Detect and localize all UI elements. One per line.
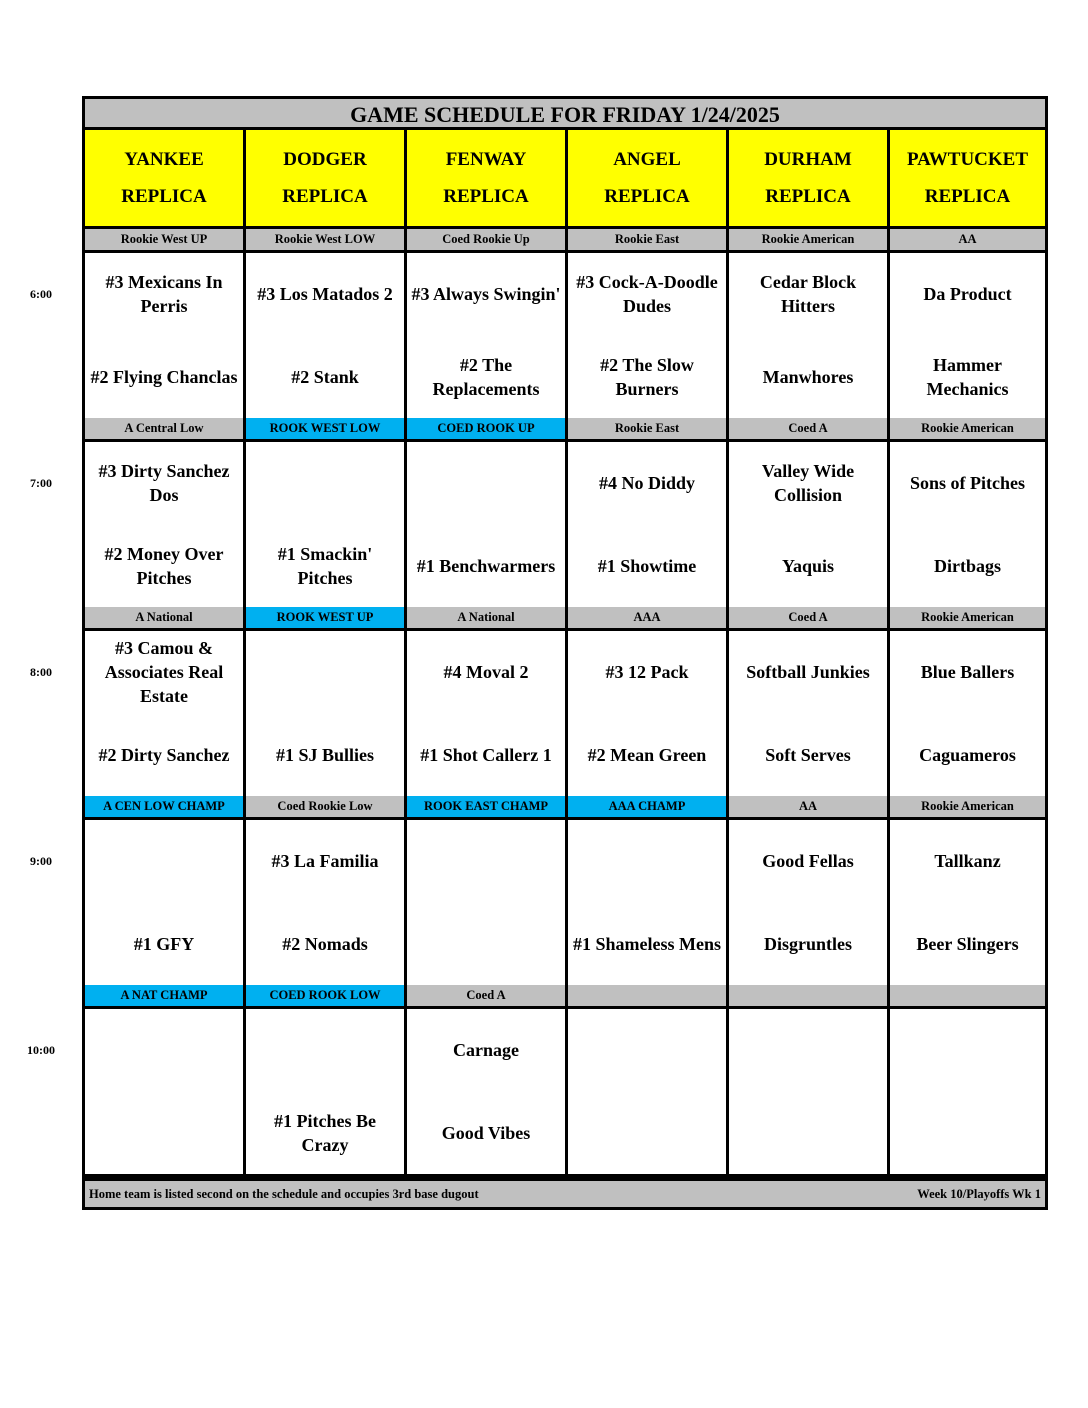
division-label: Rookie East	[568, 229, 729, 250]
division-label: COED ROOK UP	[407, 418, 568, 439]
away-team: #3 12 Pack	[605, 662, 689, 682]
venue-subtitle: REPLICA	[121, 186, 207, 207]
home-team: Manwhores	[762, 367, 854, 387]
game-cell	[890, 820, 1045, 985]
game-cell	[729, 631, 890, 796]
home-team	[890, 1092, 1045, 1174]
home-team: #1 Smackin' Pitches	[277, 544, 373, 588]
venue-name: DODGER	[283, 149, 367, 170]
venue-name: DURHAM	[764, 149, 852, 170]
home-team: #2 Money Over Pitches	[104, 544, 224, 588]
game-cell	[407, 442, 568, 607]
division-label: ROOK EAST CHAMP	[407, 796, 568, 817]
game-cell	[246, 820, 407, 985]
time-label: 6:00	[30, 287, 52, 301]
time-column	[0, 0, 82, 1408]
away-team	[568, 820, 726, 902]
time-label: 7:00	[30, 476, 52, 490]
game-cell	[568, 631, 729, 796]
home-team: #2 Flying Chanclas	[90, 367, 238, 387]
division-label	[729, 985, 890, 1006]
away-team	[85, 1009, 243, 1091]
division-label: Rookie East	[568, 418, 729, 439]
venue-header	[246, 130, 407, 226]
division-label: Coed A	[729, 607, 890, 628]
game-cell	[407, 631, 568, 796]
footer-week: Week 10/Playoffs Wk 1	[917, 1186, 1041, 1201]
away-team: #4 No Diddy	[598, 473, 696, 493]
away-team	[407, 442, 565, 524]
away-team: Cedar Block Hitters	[759, 272, 857, 316]
home-team: Good Vibes	[441, 1123, 531, 1143]
game-cell	[85, 1009, 246, 1174]
division-row	[85, 796, 1045, 820]
game-row	[85, 631, 1045, 799]
game-cell	[568, 1009, 729, 1174]
away-team	[246, 1009, 404, 1091]
venue-subtitle: REPLICA	[443, 186, 529, 207]
home-team: #1 Pitches Be Crazy	[274, 1111, 376, 1155]
game-cell	[407, 1009, 568, 1174]
schedule-table	[82, 96, 1048, 1210]
division-label: AA	[729, 796, 890, 817]
away-team: Good Fellas	[762, 851, 854, 871]
venue-subtitle: REPLICA	[765, 186, 851, 207]
game-cell	[890, 253, 1045, 418]
home-team: #1 Shot Callerz 1	[420, 745, 552, 765]
away-team: Tallkanz	[934, 851, 1001, 871]
game-cell	[729, 442, 890, 607]
away-team: #3 La Familia	[271, 851, 379, 871]
home-team: Hammer Mechanics	[926, 355, 1009, 399]
division-label: AA	[890, 229, 1045, 250]
venue-header	[890, 130, 1045, 226]
game-cell	[246, 1009, 407, 1174]
division-label: Rookie West LOW	[246, 229, 407, 250]
home-team: #2 The Replacements	[432, 355, 540, 399]
division-label: ROOK WEST UP	[246, 607, 407, 628]
away-team	[246, 442, 404, 524]
division-label: Rookie American	[890, 796, 1045, 817]
venue-header	[407, 130, 568, 226]
venue-header	[729, 130, 890, 226]
away-team: #3 Camou & Associates Real Estate	[104, 638, 224, 706]
game-cell	[246, 442, 407, 607]
home-team: #1 Shameless Mens	[573, 934, 721, 954]
division-row	[85, 607, 1045, 631]
away-team: #4 Moval 2	[443, 662, 529, 682]
home-team: #1 Showtime	[597, 556, 697, 576]
away-team	[890, 1009, 1045, 1091]
game-cell	[568, 442, 729, 607]
home-team: Soft Serves	[765, 745, 851, 765]
venue-subtitle: REPLICA	[604, 186, 690, 207]
schedule-footer	[85, 1178, 1045, 1207]
division-label: A NAT CHAMP	[85, 985, 246, 1006]
home-team	[568, 1092, 726, 1174]
venue-name: ANGEL	[613, 149, 681, 170]
game-cell	[407, 253, 568, 418]
division-label: Rookie American	[729, 229, 890, 250]
home-team: #2 Nomads	[282, 934, 368, 954]
division-label: AAA CHAMP	[568, 796, 729, 817]
venue-header	[568, 130, 729, 226]
away-team: #3 Cock-A-Doodle Dudes	[576, 272, 718, 316]
division-label: Coed A	[407, 985, 568, 1006]
home-team: Disgruntles	[763, 934, 852, 954]
footer-note: Home team is listed second on the schedule and occupies 3rd base dugout	[89, 1186, 479, 1201]
game-cell	[407, 820, 568, 985]
home-team: Yaquis	[781, 556, 835, 576]
venue-subtitle: REPLICA	[282, 186, 368, 207]
division-label: COED ROOK LOW	[246, 985, 407, 1006]
schedule-title: GAME SCHEDULE FOR FRIDAY 1/24/2025	[85, 99, 1045, 130]
division-row	[85, 985, 1045, 1009]
away-team: #3 Mexicans In Perris	[105, 272, 223, 316]
away-team: Blue Ballers	[920, 662, 1015, 682]
division-label: Rookie American	[890, 607, 1045, 628]
away-team: #3 Los Matados 2	[257, 284, 393, 304]
away-team	[85, 820, 243, 902]
division-label: Coed A	[729, 418, 890, 439]
division-label	[568, 985, 729, 1006]
away-team: #3 Dirty Sanchez Dos	[98, 461, 230, 505]
home-team: #2 Dirty Sanchez	[98, 745, 230, 765]
division-label: Coed Rookie Low	[246, 796, 407, 817]
time-label: 9:00	[30, 854, 52, 868]
game-cell	[246, 631, 407, 796]
away-team: #3 Always Swingin'	[411, 284, 561, 304]
home-team: #2 Stank	[291, 367, 359, 387]
division-label: A National	[85, 607, 246, 628]
away-team: Valley Wide Collision	[761, 461, 855, 505]
away-team: Sons of Pitches	[909, 473, 1025, 493]
game-cell	[729, 253, 890, 418]
division-label: A Central Low	[85, 418, 246, 439]
division-label: Rookie American	[890, 418, 1045, 439]
away-team	[407, 820, 565, 902]
game-cell	[729, 1009, 890, 1174]
division-label: Rookie West UP	[85, 229, 246, 250]
home-team: #2 Mean Green	[587, 745, 707, 765]
game-cell	[85, 820, 246, 985]
time-label: 8:00	[30, 665, 52, 679]
game-row	[85, 442, 1045, 610]
time-label: 10:00	[27, 1043, 55, 1057]
venue-header-row	[85, 130, 1045, 229]
home-team	[407, 903, 565, 985]
game-cell	[568, 253, 729, 418]
game-cell	[729, 820, 890, 985]
home-team	[729, 1092, 887, 1174]
away-team: Softball Junkies	[746, 662, 870, 682]
game-cell	[890, 1009, 1045, 1174]
home-team: #1 SJ Bullies	[275, 745, 375, 765]
home-team	[85, 1092, 243, 1174]
division-label: A CEN LOW CHAMP	[85, 796, 246, 817]
game-row	[85, 820, 1045, 988]
away-team	[568, 1009, 726, 1091]
division-label: AAA	[568, 607, 729, 628]
game-row	[85, 253, 1045, 421]
division-row	[85, 418, 1045, 442]
away-team: Da Product	[923, 284, 1012, 304]
game-cell	[85, 442, 246, 607]
division-label: Coed Rookie Up	[407, 229, 568, 250]
venue-name: FENWAY	[445, 149, 527, 170]
home-team: Dirtbags	[934, 556, 1001, 576]
game-cell	[568, 820, 729, 985]
game-row	[85, 1009, 1045, 1177]
home-team: #1 Benchwarmers	[416, 556, 556, 576]
game-cell	[890, 442, 1045, 607]
home-team: #2 The Slow Burners	[600, 355, 694, 399]
game-cell	[246, 253, 407, 418]
away-team	[729, 1009, 887, 1091]
home-team: Caguameros	[919, 745, 1016, 765]
venue-header	[85, 130, 246, 226]
division-label: A National	[407, 607, 568, 628]
home-team: Beer Slingers	[916, 934, 1019, 954]
division-label	[890, 985, 1045, 1006]
game-cell	[890, 631, 1045, 796]
division-row	[85, 229, 1045, 253]
venue-name: PAWTUCKET	[906, 149, 1029, 170]
division-label: ROOK WEST LOW	[246, 418, 407, 439]
away-team	[246, 631, 404, 713]
game-cell	[85, 253, 246, 418]
home-team: #1 GFY	[133, 934, 195, 954]
game-cell	[85, 631, 246, 796]
venue-subtitle: REPLICA	[924, 186, 1011, 207]
venue-name: YANKEE	[124, 149, 204, 170]
away-team: Carnage	[453, 1040, 519, 1060]
